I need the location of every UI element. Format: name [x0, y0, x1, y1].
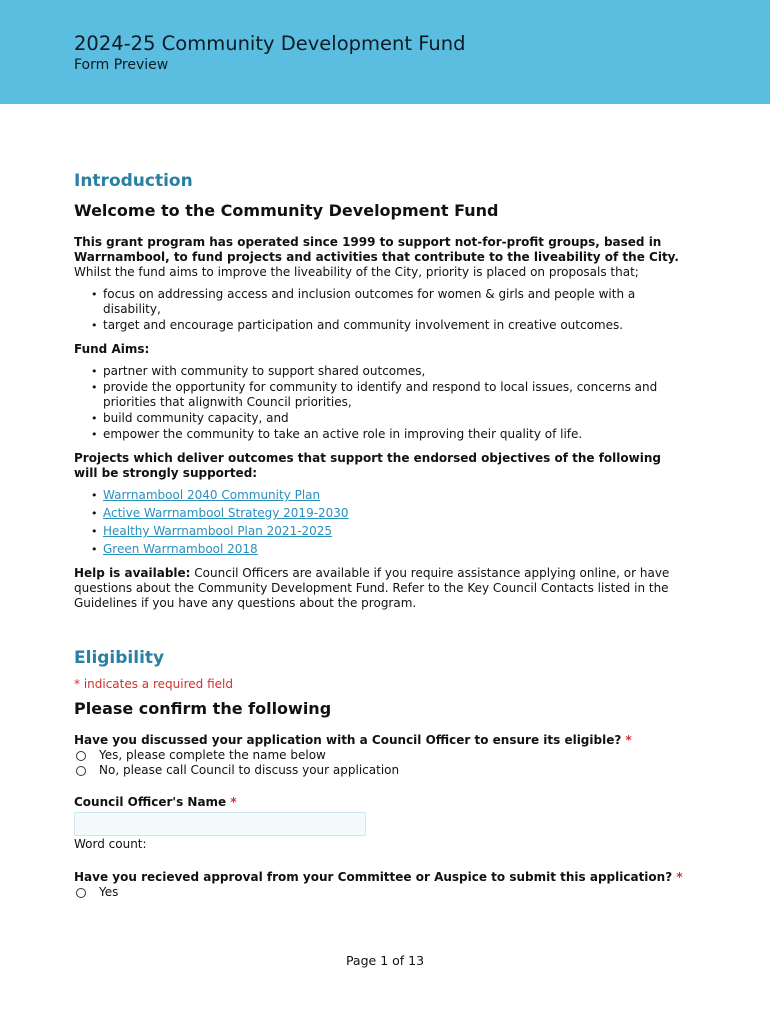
introduction-paragraph-bold: This grant program has operated since 1999 to support not-for-profit groups, based in Warrnambool, to fund projects and activities that contribute to the liveability of the City.: [74, 235, 679, 264]
officer-name-label: [74, 795, 684, 810]
question-committee-approval: [74, 870, 684, 885]
radio-option-yes-discussed[interactable]: [74, 748, 684, 763]
list-item: • target and encourage participation and community involvement in creative outcomes.: [91, 318, 684, 333]
officer-name-input[interactable]: [74, 812, 366, 836]
list-item: • build community capacity, and: [91, 411, 684, 426]
fund-aims-list: [74, 364, 684, 442]
radio-label: No, please call Council to discuss your application: [99, 763, 400, 777]
projects-label: Projects which deliver outcomes that support the endorsed objectives of the following will be strongly supported:: [74, 451, 661, 480]
form-header: [0, 0, 770, 104]
question-label: Have you discussed your application with a Council Officer to ensure its eligible?: [74, 733, 622, 747]
required-field-note: * indicates a required field: [74, 677, 233, 691]
question-council-officer: [74, 733, 684, 748]
field-label-text: Council Officer's Name: [74, 795, 227, 809]
link-active-strategy[interactable]: Active Warrnambool Strategy 2019-2030: [103, 506, 349, 520]
list-item: [91, 524, 684, 539]
introduction-heading: Welcome to the Community Development Fund: [74, 201, 499, 220]
link-community-plan[interactable]: Warrnambool 2040 Community Plan: [103, 488, 321, 502]
help-text: Council Officers are available if you require assistance applying online, or have questions about the Community Development Fund. Refer to the Key Council Contacts listed in the Guidelines if you have any questions about the program.: [74, 566, 670, 610]
radio-option-yes-approval[interactable]: [74, 885, 684, 900]
section-title-introduction: Introduction: [74, 171, 193, 191]
strategy-links-list: [74, 488, 684, 557]
list-item: [91, 542, 684, 557]
link-green-warrnambool[interactable]: Green Warrnambool 2018: [103, 542, 258, 556]
introduction-paragraph-rest: Whilst the fund aims to improve the liveability of the City, priority is placed on proposals that;: [74, 265, 639, 279]
radio-button[interactable]: [76, 751, 86, 761]
radio-option-no-discussed[interactable]: [74, 763, 684, 778]
question-label: Have you recieved approval from your Committee or Auspice to submit this application?: [74, 870, 673, 884]
radio-label: Yes: [99, 885, 119, 899]
help-paragraph: [74, 566, 684, 611]
radio-button[interactable]: [76, 888, 86, 898]
section-title-eligibility: Eligibility: [74, 648, 165, 668]
list-item: • empower the community to take an active role in improving their quality of life.: [91, 427, 684, 442]
link-healthy-plan[interactable]: Healthy Warrnambool Plan 2021-2025: [103, 524, 333, 538]
fund-aims-label: Fund Aims:: [74, 342, 150, 356]
list-item: • partner with community to support shared outcomes,: [91, 364, 684, 379]
eligibility-heading: Please confirm the following: [74, 699, 332, 718]
form-subtitle: Form Preview: [74, 57, 169, 73]
help-label: Help is available:: [74, 566, 191, 580]
list-item: • focus on addressing access and inclusion outcomes for women & girls and people with a disability,: [91, 287, 684, 317]
word-count-label: Word count:: [74, 837, 147, 851]
priorities-list: [74, 287, 684, 333]
required-star: *: [230, 795, 237, 809]
list-item: [91, 488, 684, 503]
form-title: 2024-25 Community Development Fund: [74, 32, 466, 55]
page-number: Page 1 of 13: [345, 953, 425, 968]
radio-button[interactable]: [76, 766, 86, 776]
required-star: *: [625, 733, 632, 747]
list-item: [91, 506, 684, 521]
form-content: [74, 170, 684, 900]
list-item: • provide the opportunity for community to identify and respond to local issues, concerns and priorities that alignwith Council priorities,: [91, 380, 684, 410]
introduction-paragraph: [74, 235, 684, 280]
required-star: *: [676, 870, 683, 884]
radio-label: Yes, please complete the name below: [99, 748, 326, 762]
